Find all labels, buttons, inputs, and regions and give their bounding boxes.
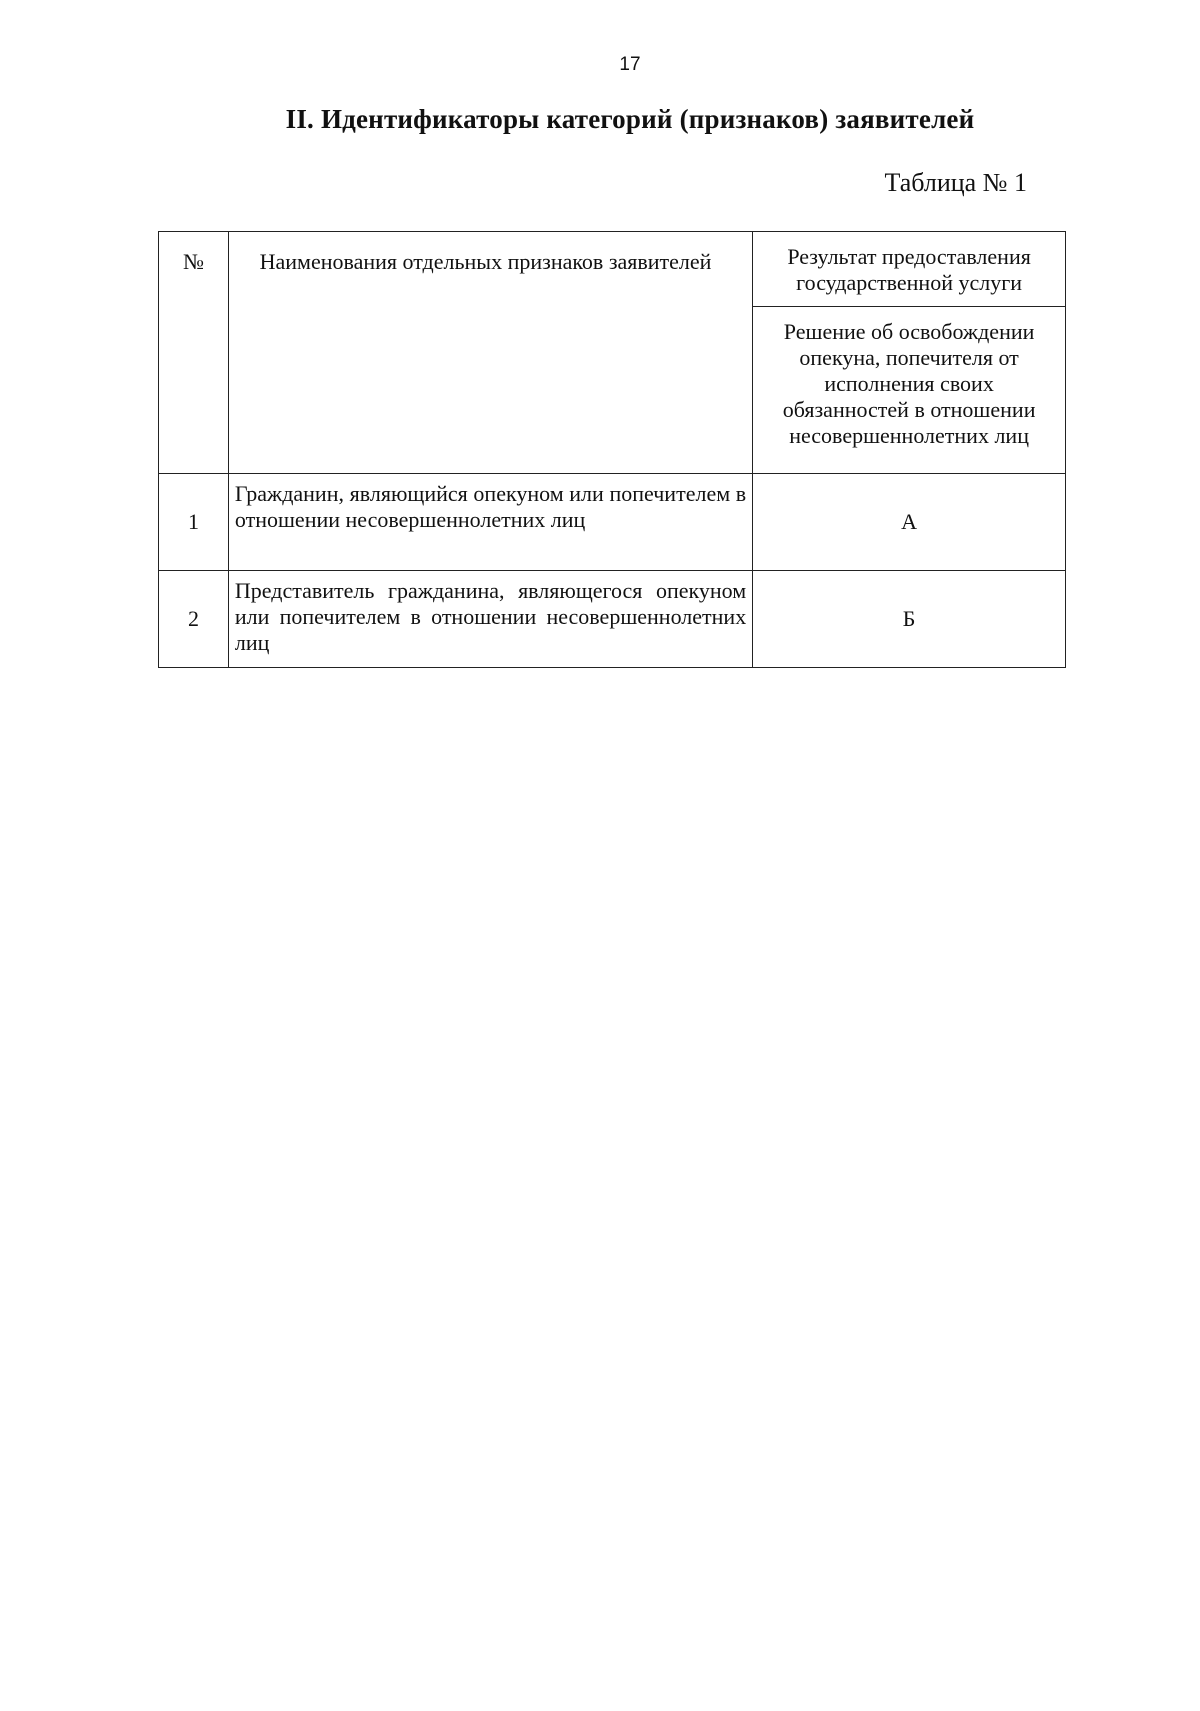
row-number: 2 — [159, 571, 229, 668]
table-row — [159, 571, 1066, 668]
header-number: № — [159, 232, 229, 474]
row-number: 1 — [159, 474, 229, 571]
table-header-row — [159, 232, 1066, 307]
row-applicant-feature: Представитель гражданина, являющегося опекуном или попечителем в отношении несовершеннолетних лиц — [228, 571, 752, 668]
header-service-result: Результат предоставления государственной услуги — [753, 232, 1066, 307]
row-result-code: А — [753, 474, 1066, 571]
row-result-code: Б — [753, 571, 1066, 668]
table-row — [159, 474, 1066, 571]
applicant-categories-table — [158, 231, 1066, 668]
table-caption: Таблица № 1 — [884, 168, 1027, 197]
header-applicant-features: Наименования отдельных признаков заявителей — [228, 232, 752, 474]
header-result-decision: Решение об освобождении опекуна, попечителя от исполнения своих обязанностей в отношении несовершеннолетних лиц — [753, 307, 1066, 474]
page-number: 17 — [619, 54, 641, 75]
row-applicant-feature: Гражданин, являющийся опекуном или попечителем в отношении несовершеннолетних лиц — [228, 474, 752, 571]
section-title: II. Идентификаторы категорий (признаков) заявителей — [285, 104, 975, 134]
